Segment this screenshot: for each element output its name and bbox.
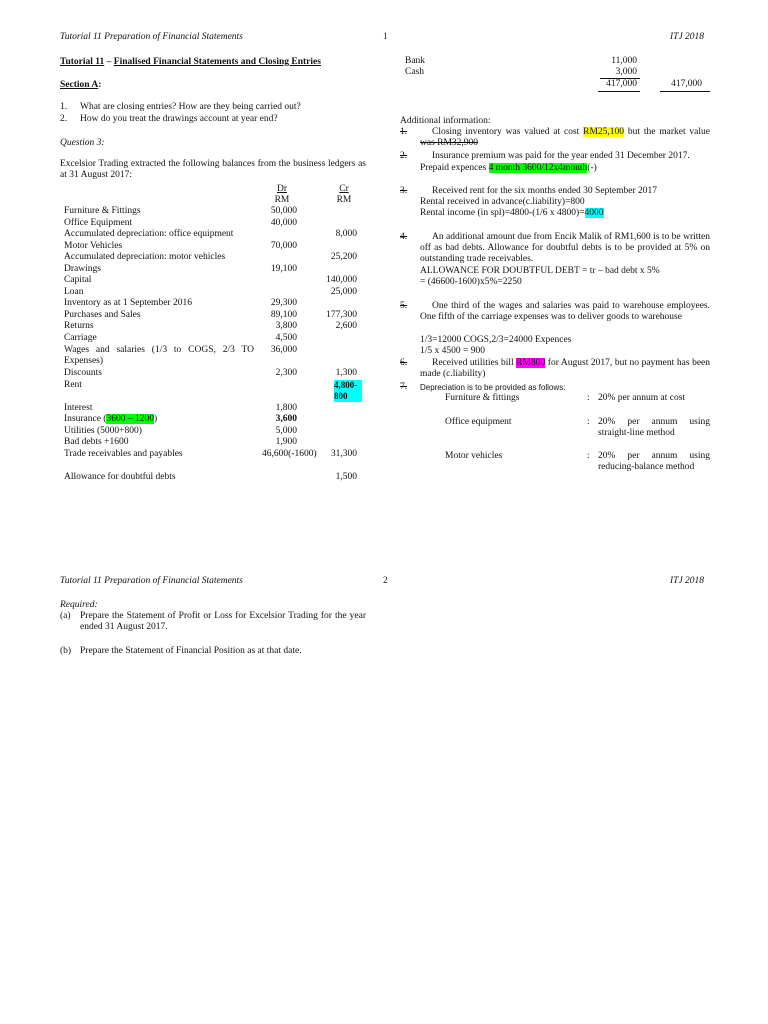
dep-rate: 20% per annum using reducing-balance method <box>598 451 710 472</box>
tb-baddebts-label: Bad debts +1600 <box>64 437 129 447</box>
tb-dr: 40,000 <box>270 217 297 228</box>
tb-insurance-label <box>64 414 157 425</box>
tb-row <box>64 275 364 287</box>
question-2-num: 2. <box>60 114 68 124</box>
tb-row <box>64 298 364 310</box>
item-4-text: An additional amount due from Encik Malik of RM1,600 is to be written off as bad debts. Allowance for doubtful debts is to be provided at 5% on outstanding trade receivables. <box>420 232 710 264</box>
item-4-num: 4. <box>400 232 408 242</box>
question-3-intro: Excelsior Trading extracted the following balances from the business ledgers as at 31 August 2017: <box>60 159 366 180</box>
tb-dr: 3,800 <box>275 321 297 331</box>
tb-interest-label: Interest <box>64 403 93 413</box>
tb-label: Drawings <box>64 263 101 274</box>
tb-row <box>64 241 364 253</box>
item-7-num: 7. <box>400 382 408 392</box>
item-1-a: Closing inventory was valued at cost <box>432 127 584 137</box>
tb-label: Motor Vehicles <box>64 240 123 251</box>
col-cr-header: Cr <box>339 184 349 194</box>
insurance-highlight: 3600 – 1200 <box>106 414 154 424</box>
item-3-line3 <box>420 208 604 219</box>
item-5-line3: 1/5 x 4500 = 900 <box>420 346 485 356</box>
tb-row <box>64 252 364 264</box>
page-title <box>60 57 321 68</box>
question-1-num: 1. <box>60 102 68 112</box>
tb-cr: 25,000 <box>330 286 357 297</box>
trial-balance-list <box>64 206 364 344</box>
section-heading <box>60 80 101 91</box>
item-2-prepaid <box>420 163 597 174</box>
tb-allowance-cr: 1,500 <box>335 472 357 482</box>
tb-allowance-label: Allowance for doubtful debts <box>64 472 176 482</box>
col-dr-unit: RM <box>274 195 290 205</box>
item-6-b: for August 2017, but no payment has been made (c.liability) <box>420 358 711 379</box>
question-1 <box>60 102 301 113</box>
tb-row <box>64 229 364 241</box>
item-2-highlight: 4 month 3600/12x4month <box>488 163 588 173</box>
item-7-text: Depreciation is to be provided as follows: <box>420 383 566 392</box>
tb-cr: 177,300 <box>326 309 357 320</box>
question-2 <box>60 114 278 125</box>
page1-header-left: Tutorial 11 Preparation of Financial Statements <box>60 32 243 42</box>
tb-row <box>64 206 364 218</box>
question-2-text: How do you treat the drawings account at year end? <box>80 114 278 124</box>
tb-wages-dr: 36,000 <box>270 345 297 355</box>
tb-discounts-label: Discounts <box>64 368 102 378</box>
tb-rent-label: Rent <box>64 380 82 390</box>
item-5-line2: 1/3=12000 COGS,2/3=24000 Expences <box>420 335 572 345</box>
page2-header-right: ITJ 2018 <box>670 576 705 586</box>
dep-asset: Motor vehicles <box>445 451 503 461</box>
tb-dr: 19,100 <box>270 263 297 274</box>
question-1-text: What are closing entries? How are they being carried out? <box>80 102 301 112</box>
item-2-text: Insurance premium was paid for the year ended 31 December 2017. <box>432 151 690 161</box>
req-a-num: (a) <box>60 611 71 621</box>
question-3-label: Question 3: <box>60 138 105 148</box>
tb-trade-cr: 31,300 <box>330 449 357 459</box>
section-label: Section A <box>60 80 99 90</box>
item-2-post: (-) <box>587 163 597 173</box>
tb-label: Returns <box>64 321 94 331</box>
tb-wages-label: Wages and salaries (1/3 to COGS, 2/3 TO Expenses) <box>64 345 254 366</box>
tb-dr: 70,000 <box>270 240 297 251</box>
rb-bank-dr: 11,000 <box>611 56 637 66</box>
tb-dr: 29,300 <box>270 298 297 308</box>
item-3-line3-pre: Rental income (in spl)=4800-(1/6 x 4800)= <box>420 208 585 218</box>
tb-row <box>64 264 364 276</box>
tb-discounts-cr: 1,300 <box>335 368 357 378</box>
tb-dr: 50,000 <box>270 206 297 216</box>
item-1-highlight: RM25,100 <box>583 127 625 137</box>
tb-label: Loan <box>64 286 84 297</box>
tb-label: Capital <box>64 275 92 285</box>
required-label: Required: <box>60 600 98 610</box>
dep-rate: 20% per annum at cost <box>598 393 686 403</box>
tb-baddebts-dr: 1,900 <box>275 437 297 447</box>
section-colon: : <box>98 80 102 90</box>
item-5-num: 5. <box>400 301 408 311</box>
item-3-num: 3. <box>400 186 408 196</box>
item-4-line2: ALLOWANCE FOR DOUBTFUL DEBT = tr – bad debt x 5% <box>420 266 660 276</box>
dep-asset: Furniture & fittings <box>445 393 520 403</box>
title-prefix: Tutorial 11 <box>60 57 105 67</box>
tb-rent-cr: 4,800-800 <box>334 380 362 402</box>
tb-label: Accumulated depreciation: motor vehicles <box>64 252 226 262</box>
tb-dr: 4,500 <box>275 332 297 343</box>
tb-cr: 25,200 <box>330 252 357 262</box>
item-3-line2: Rental received in advance(c.liability)=800 <box>420 197 585 207</box>
tb-row <box>64 287 364 299</box>
title-separator: – <box>104 57 114 67</box>
page1-number: 1 <box>383 32 388 42</box>
tb-row <box>64 333 364 345</box>
tb-label: Furniture & Fittings <box>64 206 141 216</box>
req-b-text: Prepare the Statement of Financial Position as at that date. <box>80 646 302 656</box>
tb-cr: 140,000 <box>326 275 357 285</box>
item-6-highlight: RM800 <box>516 358 546 368</box>
dep-colon: : <box>587 393 590 403</box>
item-1-b: but the market value <box>624 127 710 137</box>
tb-discounts-dr: 2,300 <box>275 368 297 378</box>
item-4-line3: = (46600-1600)x5%=2250 <box>420 277 522 287</box>
tb-interest-dr: 1,800 <box>275 403 297 413</box>
item-5-text: One third of the wages and salaries was paid to warehouse employees. One fifth of the carriage expenses was to deliver goods to warehouse <box>420 301 710 322</box>
rb-total-dr: 417,000 <box>606 79 637 89</box>
dep-asset: Office equipment <box>445 417 512 427</box>
item-1-strike: was RM32,900 <box>420 138 479 148</box>
item-6-a: Received utilities bill <box>432 358 517 368</box>
tb-label: Accumulated depreciation: office equipment <box>64 229 234 239</box>
col-dr-header: Dr <box>276 184 288 194</box>
tb-dr: 89,100 <box>270 309 297 320</box>
total-rule-bottom-cr <box>660 91 710 92</box>
page1-header-right: ITJ 2018 <box>670 32 705 42</box>
tb-trade-dr: 46,600(-1600) <box>262 449 317 459</box>
tb-row <box>64 310 364 322</box>
item-3-text: Received rent for the six months ended 30 September 2017 <box>432 186 658 196</box>
req-b-num: (b) <box>60 646 72 656</box>
tb-insurance-dr: 3,600 <box>275 414 297 424</box>
tb-utilities-dr: 5,000 <box>275 426 297 436</box>
rb-cash-label: Cash <box>405 67 424 77</box>
tb-label: Carriage <box>64 332 97 343</box>
item-2-num: 2. <box>400 151 408 161</box>
tb-trade-label: Trade receivables and payables <box>64 449 183 459</box>
item-6-text <box>420 358 710 380</box>
tb-cr: 2,600 <box>335 321 357 331</box>
insurance-suffix: ) <box>153 414 158 424</box>
tb-label: Office Equipment <box>64 217 133 228</box>
tb-row <box>64 218 364 230</box>
page2-header-left: Tutorial 11 Preparation of Financial Statements <box>60 576 243 586</box>
rb-cash-dr: 3,000 <box>615 67 637 77</box>
rb-bank-label: Bank <box>405 56 426 66</box>
tb-cr: 8,000 <box>335 229 357 239</box>
title-text: Finalised Financial Statements and Closing Entries <box>113 57 321 67</box>
item-1-text <box>420 127 710 149</box>
dep-colon: : <box>587 451 590 461</box>
page2-number: 2 <box>383 576 388 586</box>
item-3-highlight: 4000 <box>584 208 604 218</box>
req-a-text: Prepare the Statement of Profit or Loss for Excelsior Trading for the year ended 31 August 2017. <box>80 611 366 632</box>
item-1-num: 1. <box>400 127 408 137</box>
tb-label: Inventory as at 1 September 2016 <box>64 298 192 308</box>
total-rule-bottom-dr <box>598 91 640 92</box>
additional-info-heading: Additional information: <box>400 116 491 126</box>
tb-label: Purchases and Sales <box>64 309 141 320</box>
dep-colon: : <box>587 417 590 427</box>
rb-total-cr: 417,000 <box>671 79 702 89</box>
dep-rate: 20% per annum using straight-line method <box>598 417 710 438</box>
tb-row <box>64 321 364 333</box>
col-cr-unit: RM <box>336 195 352 205</box>
item-2-pre: Prepaid expences <box>420 163 489 173</box>
tb-utilities-label: Utilities (5000+800) <box>64 426 142 436</box>
insurance-prefix: Insurance ( <box>64 414 107 424</box>
item-6-num: 6. <box>400 358 408 368</box>
